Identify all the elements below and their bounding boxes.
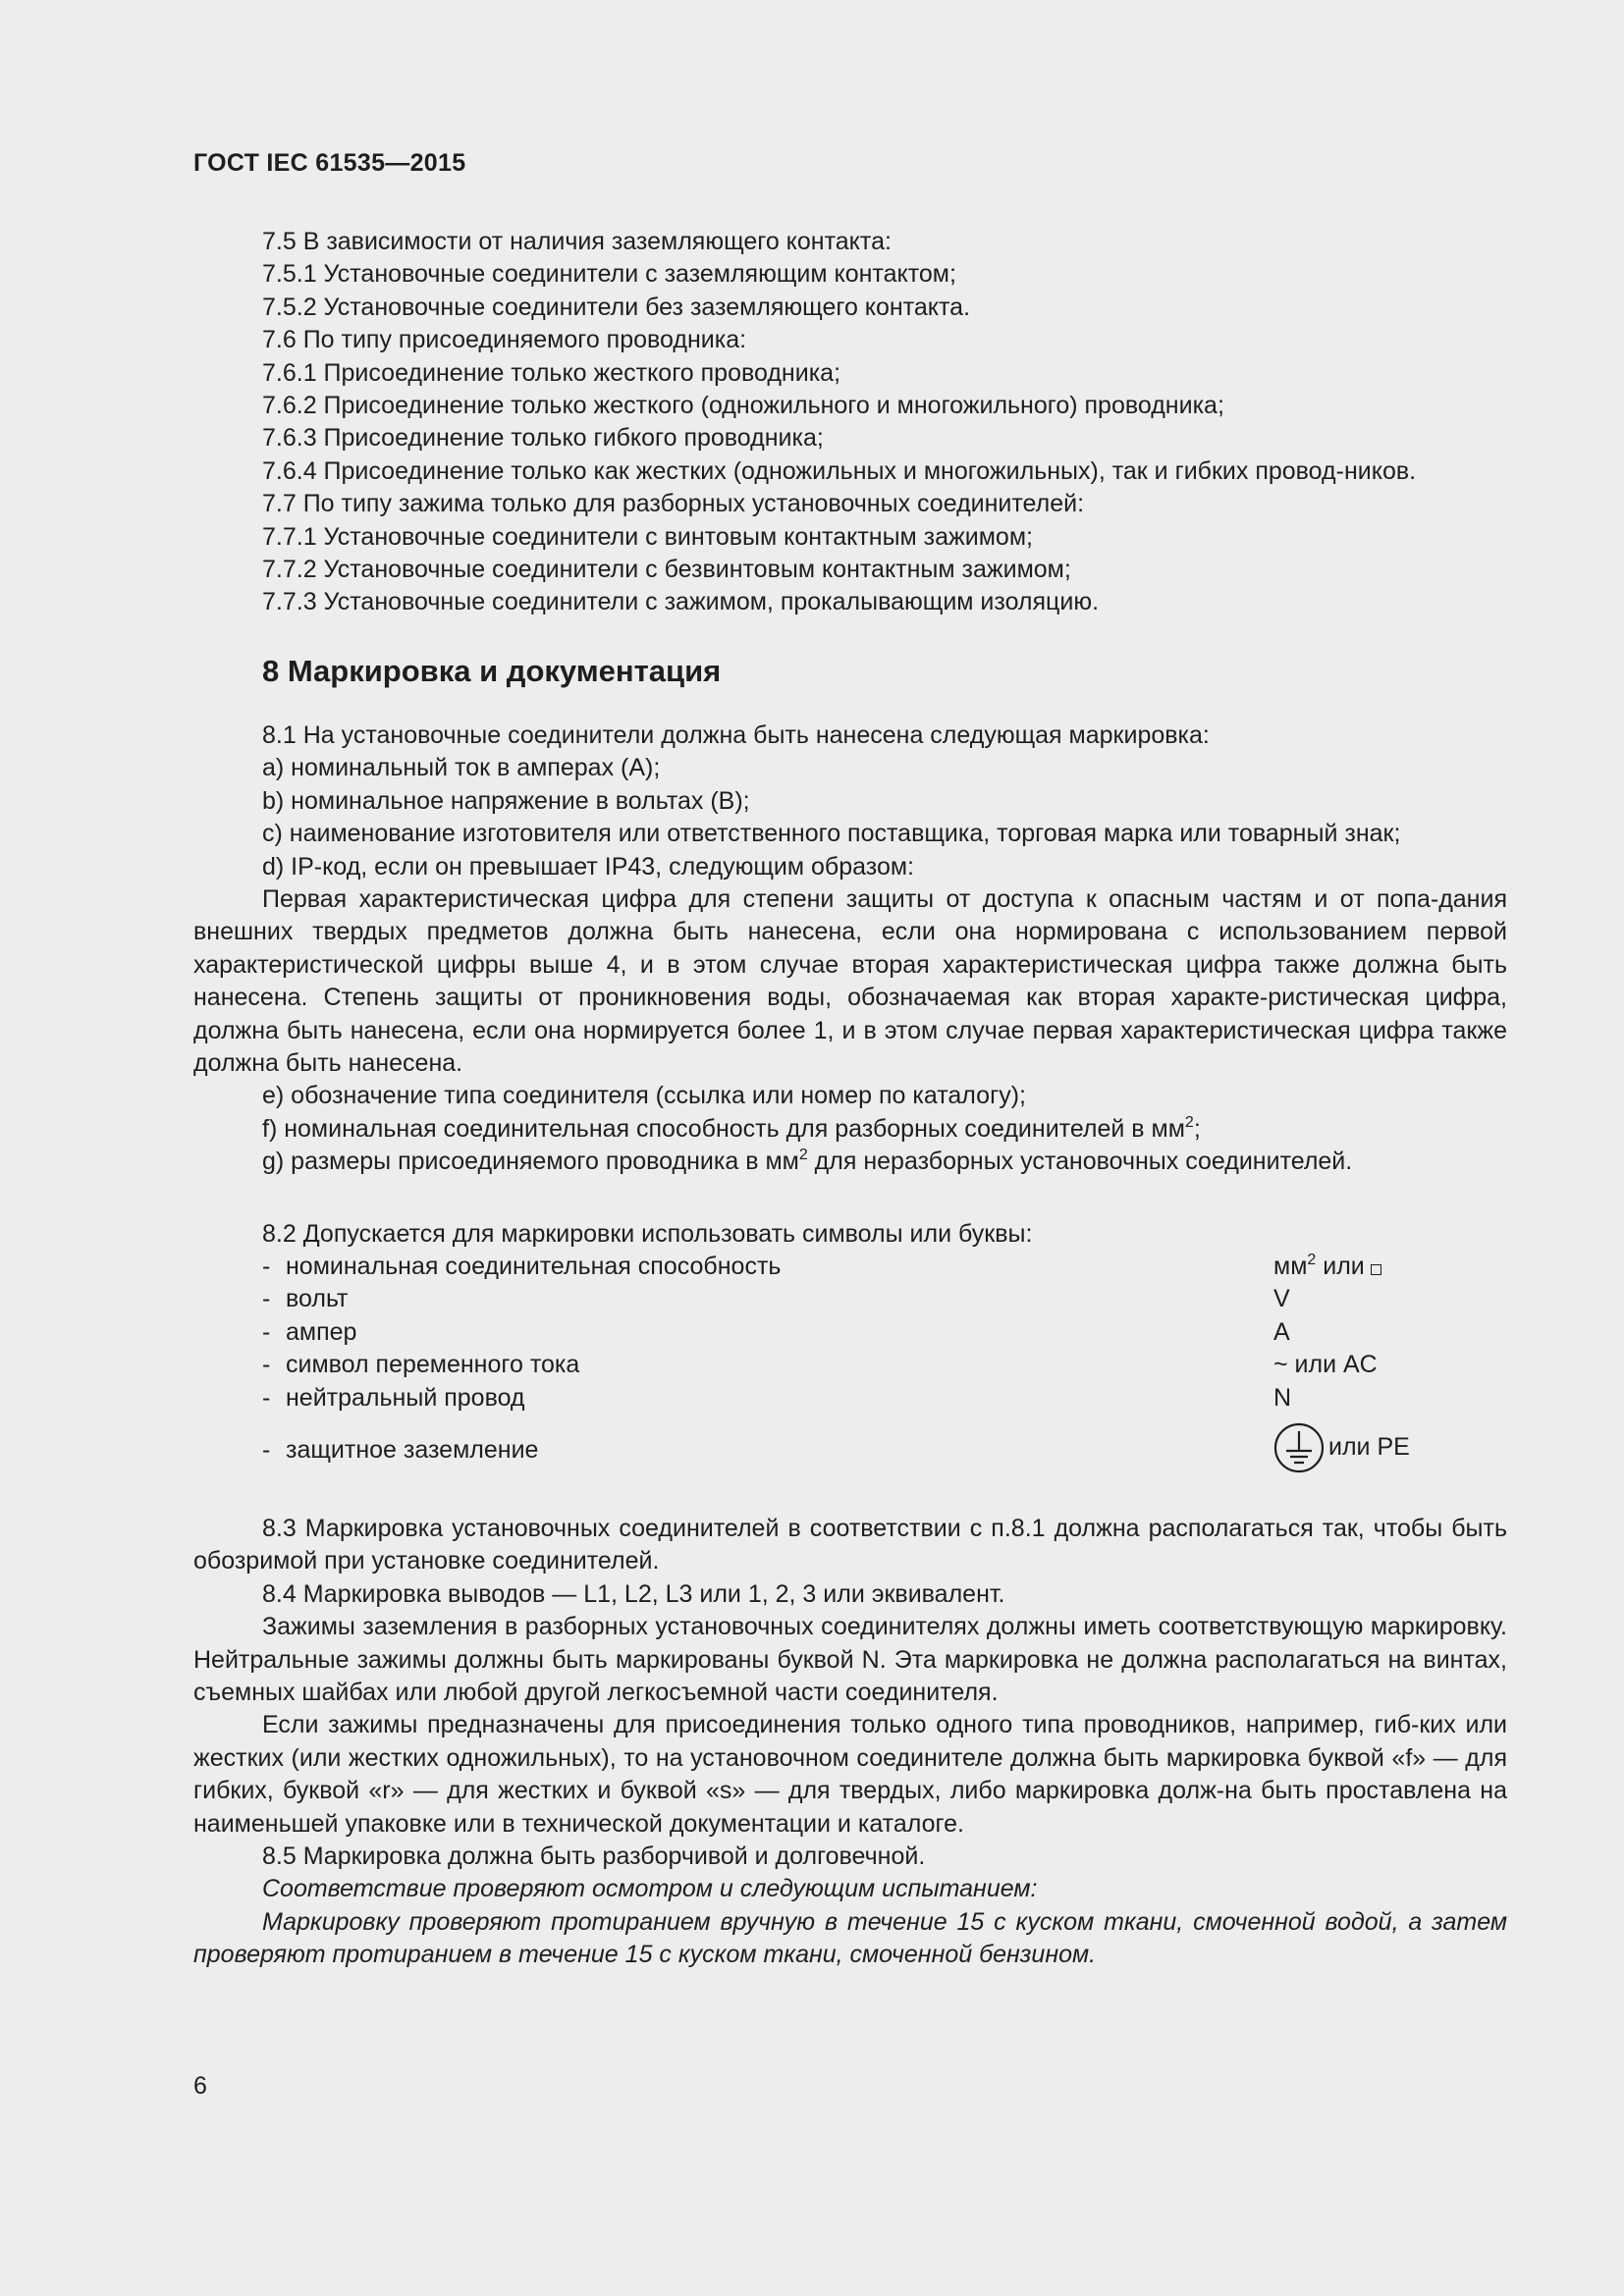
section-8-title: 8 Маркировка и документация — [262, 653, 722, 688]
line-7-6-1: 7.6.1 Присоединение только жесткого проводника; — [262, 358, 841, 387]
list-item-f — [193, 1113, 1507, 1146]
paragraph-ip-code: Первая характеристическая цифра для степени защиты от доступа к опасным частям и от попа-дания внешних твердых предметов должна быть нанесена, если она нормирована с использованием первой характеристической цифры выше 4, и в этом случае вторая характеристическая цифра также должна быть нанесена. Степень защиты от проникновения воды, обозначаемая как вторая характе-ристическая цифра, должна быть нанесена, если она нормируется более 1, и в этом случае первая характеристическая цифра также должна быть нанесена. — [193, 884, 1507, 1077]
list-item-b: b) номинальное напряжение в вольтах (В); — [262, 786, 750, 815]
list-item-f-end: ; — [1193, 1114, 1201, 1143]
symbol-row-volt — [193, 1283, 1507, 1315]
list-dash: - — [262, 1351, 271, 1379]
list-dash: - — [262, 1317, 271, 1346]
line-7-6-3: 7.6.3 Присоединение только гибкого проводника; — [262, 424, 824, 453]
symbol-term: вольт — [286, 1285, 349, 1313]
list-dash: - — [262, 1252, 271, 1280]
paragraph-earth-terminals: Зажимы заземления в разборных установочных соединителях должны иметь соответствующую маркировку. Нейтральные зажимы должны быть маркированы буквой N. Эта маркировка не должна располагаться на винтах, съемных шайбах или любой другой легкосъемной части соединителя. — [193, 1613, 1507, 1706]
symbol-row-ampere — [193, 1316, 1507, 1349]
symbol-value: A — [1273, 1317, 1290, 1346]
line-7-5-1: 7.5.1 Установочные соединители с заземляющим контактом; — [262, 260, 956, 289]
paragraph-8-4: 8.4 Маркировка выводов — L1, L2, L3 или 1, 2, 3 или эквивалент. — [262, 1579, 1005, 1608]
symbol-value — [1273, 1422, 1410, 1473]
list-item-g-text: g) размеры присоединяемого проводника в мм — [262, 1148, 799, 1176]
page-number: 6 — [193, 2072, 207, 2100]
list-dash: - — [262, 1383, 271, 1412]
paragraph-8-2: 8.2 Допускается для маркировки использовать символы или буквы: — [262, 1219, 1033, 1248]
superscript-2: 2 — [1184, 1113, 1194, 1131]
symbol-text: мм — [1273, 1252, 1308, 1280]
symbol-term: символ переменного тока — [286, 1351, 580, 1379]
paragraph-rub-test: Маркировку проверяют протиранием вручную в течение 15 с куском ткани, смоченной водой, а затем проверяют протиранием в течение 15 с куском ткани, смоченной бензином. — [193, 1907, 1507, 1969]
symbol-row-neutral — [193, 1382, 1507, 1415]
paragraph-single-conductor: Если зажимы предназначены для присоединения только одного типа проводников, например, гиб-ких или жестких (или жестких одножильных), то на установочном соединителе должна быть маркировка буквой «f» — для гибких, буквой «r» — для жестких и буквой «s» — для твердых, либо маркировка долж-на быть проставлена на наименьшей упаковке или в технической документации и каталоге. — [193, 1711, 1507, 1838]
document-header: ГОСТ IEC 61535—2015 — [193, 149, 466, 177]
symbol-row-capacity — [193, 1251, 1507, 1283]
symbol-term: защитное заземление — [286, 1435, 539, 1464]
list-item-a: a) номинальный ток в амперах (A); — [262, 754, 661, 782]
symbol-term: нейтральный провод — [286, 1383, 525, 1412]
line-7-6: 7.6 По типу присоединяемого проводника: — [262, 326, 747, 354]
line-7-7-2: 7.7.2 Установочные соединители с безвинтовым контактным зажимом; — [262, 556, 1071, 584]
document-body — [193, 226, 1507, 1972]
paragraph-7-6-4: 7.6.4 Присоединение только как жестких (одножильных и многожильных), так и гибких провод-ников. — [262, 456, 1417, 485]
symbol-value — [1273, 1251, 1381, 1283]
line-7-7: 7.7 По типу зажима только для разборных установочных соединителей: — [262, 490, 1085, 518]
symbol-text-tail: или — [1316, 1252, 1365, 1280]
paragraph-8-3: 8.3 Маркировка установочных соединителей в соответствии с п.8.1 должна располагаться так, чтобы быть обозримой при установке соединителей. — [193, 1514, 1507, 1575]
protective-earth-icon — [1273, 1422, 1325, 1473]
line-7-5-2: 7.5.2 Установочные соединители без заземляющего контакта. — [262, 293, 971, 321]
symbol-term: номинальная соединительная способность — [286, 1252, 782, 1280]
symbol-row-protective-earth — [193, 1422, 1507, 1473]
list-dash: - — [262, 1285, 271, 1313]
list-item-c: c) наименование изготовителя или ответственного поставщика, торговая марка или товарный знак; — [262, 820, 1401, 848]
list-item-f-text: f) номинальная соединительная способность для разборных соединителей в мм — [262, 1114, 1185, 1143]
list-item-d: d) IP-код, если он превышает IP43, следующим образом: — [262, 852, 914, 881]
symbol-value: N — [1273, 1383, 1292, 1412]
list-dash: - — [262, 1435, 271, 1464]
line-7-7-1: 7.7.1 Установочные соединители с винтовым контактным зажимом; — [262, 522, 1033, 551]
paragraph-compliance-check: Соответствие проверяют осмотром и следующим испытанием: — [262, 1875, 1038, 1903]
line-7-7-3: 7.7.3 Установочные соединители с зажимом, прокалывающим изоляцию. — [262, 588, 1100, 616]
list-item-e: e) обозначение типа соединителя (ссылка или номер по каталогу); — [262, 1082, 1026, 1110]
list-item-g — [193, 1146, 1507, 1178]
symbol-text: или PE — [1328, 1433, 1410, 1462]
paragraph-8-1: 8.1 На установочные соединители должна быть нанесена следующая маркировка: — [262, 721, 1210, 749]
line-7-5: 7.5 В зависимости от наличия заземляющего контакта: — [262, 228, 892, 255]
symbol-value: ~ или AC — [1273, 1351, 1378, 1379]
symbol-value: V — [1273, 1285, 1290, 1313]
list-item-g-end: для неразборных установочных соединителей. — [807, 1148, 1353, 1176]
paragraph-8-5: 8.5 Маркировка должна быть разборчивой и долговечной. — [262, 1842, 926, 1870]
square-icon — [1371, 1264, 1381, 1275]
superscript-2: 2 — [1307, 1251, 1317, 1268]
line-7-6-2: 7.6.2 Присоединение только жесткого (одножильного и многожильного) проводника; — [262, 392, 1224, 420]
symbol-row-ac — [193, 1349, 1507, 1381]
symbol-term: ампер — [286, 1317, 357, 1346]
superscript-2: 2 — [798, 1147, 808, 1164]
